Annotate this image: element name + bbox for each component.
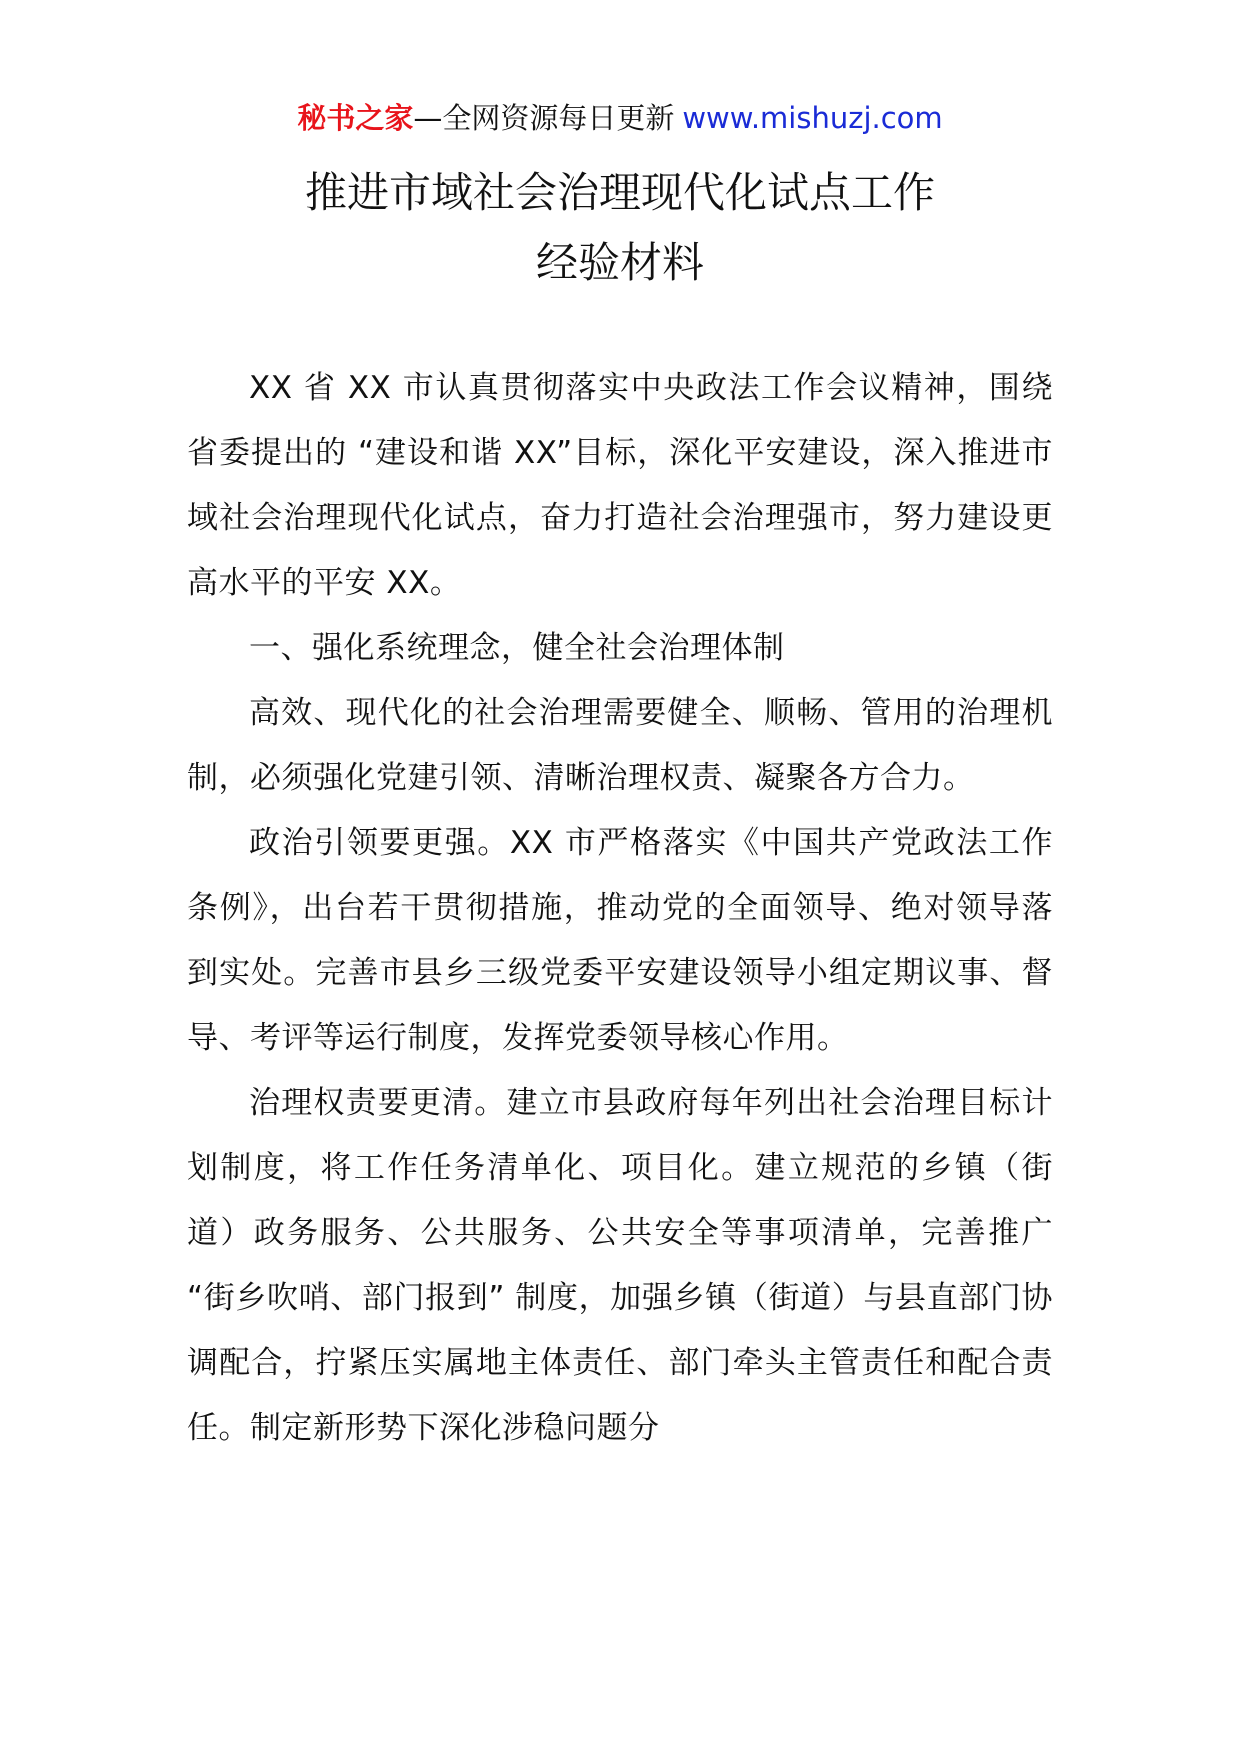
banner-dash: — [413, 101, 443, 135]
paragraph-section-1-summary: 高效、现代化的社会治理需要健全、顺畅、管用的治理机制，必须强化党建引领、清晰治理权责、凝聚各方合力。 [187, 695, 1053, 796]
site-banner [0, 98, 1240, 138]
section-heading-1: 一、强化系统理念，健全社会治理体制 [249, 630, 785, 666]
document-body [187, 356, 1053, 1461]
banner-tagline: 全网资源每日更新 [442, 101, 675, 135]
site-url-link[interactable]: www.mishuzj.com [682, 101, 943, 135]
document-title-line-2: 经验材料 [535, 238, 704, 287]
paragraph-intro: XX 省 XX 市认真贯彻落实中央政法工作会议精神，围绕省委提出的 “建设和谐 XX”目标，深化平安建设，深入推进市域社会治理现代化试点，奋力打造社会治理强市，努力建设更高水平的平安 XX。 [187, 370, 1053, 601]
document-title-line-1: 推进市域社会治理现代化试点工作 [304, 168, 935, 217]
paragraph-political-guidance: 政治引领要更强。XX 市严格落实《中国共产党政法工作条例》，出台若干贯彻措施，推动党的全面领导、绝对领导落到实处。完善市县乡三级党委平安建设领导小组定期议事、督导、考评等运行制度，发挥党委领导核心作用。 [187, 825, 1053, 1056]
paragraph-governance-responsibility: 治理权责要更清。建立市县政府每年列出社会治理目标计划制度，将工作任务清单化、项目化。建立规范的乡镇（街道）政务服务、公共服务、公共安全等事项清单，完善推广 “街乡吹哨、部门报到” 制度，加强乡镇（街道）与县直部门协调配合，拧紧压实属地主体责任、部门牵头主管责任和配合责任。制定新形势下深化涉稳问题分 [187, 1085, 1053, 1446]
brand-name: 秘书之家 [297, 101, 414, 135]
